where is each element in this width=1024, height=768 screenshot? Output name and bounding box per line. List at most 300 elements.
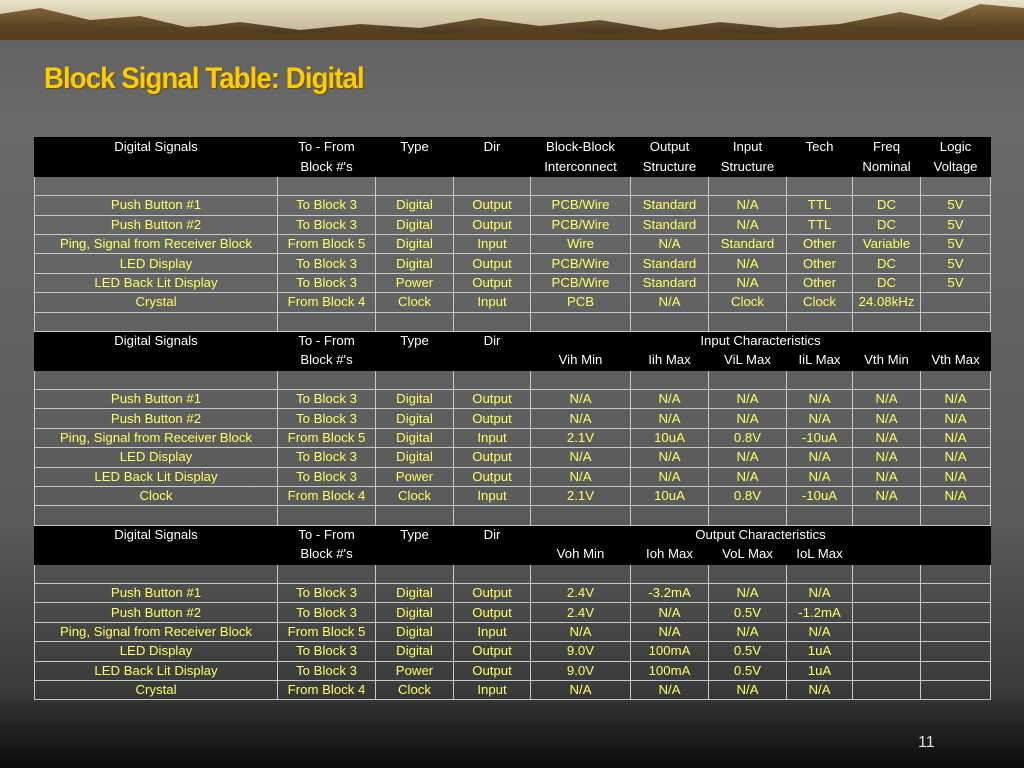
empty-cell [278, 312, 376, 331]
table-cell: DC [853, 273, 921, 292]
empty-cell [853, 312, 921, 331]
table-cell: Clock [376, 487, 454, 506]
empty-cell [454, 506, 531, 525]
table-row [35, 196, 991, 215]
empty-cell [376, 312, 454, 331]
table-cell: N/A [787, 622, 853, 641]
table-cell: Push Button #1 [35, 583, 278, 602]
column-header: Output [631, 138, 709, 157]
empty-cell [709, 176, 787, 195]
empty-cell [631, 312, 709, 331]
empty-cell [278, 176, 376, 195]
table-cell: Standard [631, 215, 709, 234]
header-row [35, 331, 991, 350]
table-cell: Push Button #2 [35, 409, 278, 428]
table-cell: LED Display [35, 448, 278, 467]
table-cell: N/A [709, 680, 787, 699]
table-cell: 9.0V [531, 642, 631, 661]
column-header [921, 545, 991, 564]
table-cell: Digital [376, 622, 454, 641]
table-cell: Clock [35, 487, 278, 506]
column-header [376, 545, 454, 564]
column-header: Freq [853, 138, 921, 157]
column-header: To - From [278, 138, 376, 157]
table-cell: 2.1V [531, 487, 631, 506]
spacer-row [35, 176, 991, 195]
table-cell: N/A [709, 273, 787, 292]
table-cell [853, 680, 921, 699]
table-cell: Other [787, 234, 853, 253]
table-cell: N/A [921, 409, 991, 428]
table-cell: -10uA [787, 428, 853, 447]
table-cell: Ping, Signal from Receiver Block [35, 622, 278, 641]
empty-cell [787, 370, 853, 389]
table-cell: From Block 4 [278, 680, 376, 699]
table-cell: Output [454, 254, 531, 273]
table-cell: Digital [376, 390, 454, 409]
table-cell: N/A [853, 390, 921, 409]
table-cell: N/A [787, 583, 853, 602]
spacer-row [35, 506, 991, 525]
table-cell: N/A [853, 448, 921, 467]
table-cell: Output [454, 467, 531, 486]
column-header: Vth Min [853, 351, 921, 370]
empty-cell [787, 176, 853, 195]
table-cell: To Block 3 [278, 661, 376, 680]
table-cell: Input [454, 293, 531, 312]
slide-title: Block Signal Table: Digital [44, 62, 364, 95]
column-header: ViL Max [709, 351, 787, 370]
table-cell: N/A [531, 390, 631, 409]
table-cell: N/A [531, 467, 631, 486]
table-cell: LED Display [35, 642, 278, 661]
table-cell: N/A [631, 467, 709, 486]
empty-cell [376, 564, 454, 583]
table-row [35, 273, 991, 292]
table-cell: LED Display [35, 254, 278, 273]
column-header: Vih Min [531, 351, 631, 370]
table-cell: DC [853, 196, 921, 215]
table-cell: N/A [853, 487, 921, 506]
table-cell [853, 642, 921, 661]
empty-cell [631, 564, 709, 583]
table-cell: N/A [631, 293, 709, 312]
table-cell: Input [454, 428, 531, 447]
table-cell: -10uA [787, 487, 853, 506]
column-header: Digital Signals [35, 138, 278, 157]
table-cell: 5V [921, 273, 991, 292]
column-header [454, 157, 531, 176]
column-header: Structure [631, 157, 709, 176]
table-cell: N/A [631, 603, 709, 622]
table-cell: N/A [631, 234, 709, 253]
column-header: Vth Max [921, 351, 991, 370]
table-cell: To Block 3 [278, 254, 376, 273]
table-row [35, 622, 991, 641]
table-cell: N/A [921, 390, 991, 409]
table-cell: Output [454, 273, 531, 292]
table-cell: To Block 3 [278, 215, 376, 234]
table-row [35, 254, 991, 273]
column-header: Voltage [921, 157, 991, 176]
column-header: Dir [454, 331, 531, 350]
table-cell: 1uA [787, 642, 853, 661]
table-cell: N/A [631, 390, 709, 409]
table-cell [921, 583, 991, 602]
table-cell [853, 622, 921, 641]
empty-cell [709, 370, 787, 389]
table-cell: Clock [376, 293, 454, 312]
column-header [35, 157, 278, 176]
table-cell: N/A [853, 428, 921, 447]
table-cell: Output [454, 583, 531, 602]
table-cell: Input [454, 234, 531, 253]
table-cell: Output [454, 390, 531, 409]
column-header [35, 351, 278, 370]
table-cell: 2.4V [531, 603, 631, 622]
column-header [454, 351, 531, 370]
table-cell: N/A [709, 390, 787, 409]
table-cell: Crystal [35, 680, 278, 699]
table-cell: Clock [709, 293, 787, 312]
table-cell: Push Button #2 [35, 603, 278, 622]
column-header: Type [376, 525, 454, 544]
column-header: Ioh Max [631, 545, 709, 564]
empty-cell [454, 176, 531, 195]
table-cell: 10uA [631, 487, 709, 506]
empty-cell [709, 506, 787, 525]
table-cell: N/A [709, 583, 787, 602]
table-cell: N/A [853, 409, 921, 428]
table-cell: Variable [853, 234, 921, 253]
column-header: Tech [787, 138, 853, 157]
table-cell: Input [454, 680, 531, 699]
table-cell: PCB/Wire [531, 196, 631, 215]
table-cell: 10uA [631, 428, 709, 447]
table-cell: 24.08kHz [853, 293, 921, 312]
table-row [35, 642, 991, 661]
table-cell: Digital [376, 642, 454, 661]
column-header: Dir [454, 138, 531, 157]
table-cell: PCB/Wire [531, 215, 631, 234]
table-row [35, 234, 991, 253]
column-header: Block #'s [278, 157, 376, 176]
table-cell: Power [376, 661, 454, 680]
empty-cell [631, 176, 709, 195]
table-cell: 2.4V [531, 583, 631, 602]
column-header [787, 157, 853, 176]
table-cell: Standard [631, 254, 709, 273]
column-header: Block #'s [278, 545, 376, 564]
table-cell: Output [454, 409, 531, 428]
table-cell: Standard [631, 196, 709, 215]
table-cell: TTL [787, 196, 853, 215]
table-cell: Output [454, 215, 531, 234]
table-cell [921, 622, 991, 641]
empty-cell [787, 564, 853, 583]
empty-cell [787, 312, 853, 331]
table-cell: Input [454, 622, 531, 641]
table-cell: Standard [709, 234, 787, 253]
column-header: Dir [454, 525, 531, 544]
empty-cell [278, 506, 376, 525]
table-cell: N/A [921, 428, 991, 447]
table-cell: N/A [921, 467, 991, 486]
column-header: Type [376, 331, 454, 350]
column-header: Interconnect [531, 157, 631, 176]
table-cell: LED Back Lit Display [35, 661, 278, 680]
column-header: Iih Max [631, 351, 709, 370]
empty-cell [376, 506, 454, 525]
header-row [35, 351, 991, 370]
empty-cell [454, 312, 531, 331]
empty-cell [278, 564, 376, 583]
column-header [376, 351, 454, 370]
table-cell: From Block 5 [278, 428, 376, 447]
empty-cell [35, 564, 278, 583]
table-cell: N/A [631, 409, 709, 428]
table-cell: 0.5V [709, 661, 787, 680]
table-cell: To Block 3 [278, 642, 376, 661]
table-cell: -3.2mA [631, 583, 709, 602]
table-cell: N/A [787, 390, 853, 409]
table-cell: N/A [709, 622, 787, 641]
table-cell: 2.1V [531, 428, 631, 447]
column-header: Nominal [853, 157, 921, 176]
empty-cell [35, 312, 278, 331]
column-header: Type [376, 138, 454, 157]
header-row [35, 138, 991, 157]
header-row [35, 545, 991, 564]
header-row [35, 157, 991, 176]
page-number: 11 [918, 734, 935, 751]
empty-cell [787, 506, 853, 525]
table-cell: 0.5V [709, 642, 787, 661]
table-cell [853, 583, 921, 602]
header-row [35, 525, 991, 544]
table-row [35, 448, 991, 467]
table-row [35, 409, 991, 428]
table-cell: 0.8V [709, 428, 787, 447]
table-row [35, 428, 991, 447]
column-header: Digital Signals [35, 525, 278, 544]
column-header: Block-Block [531, 138, 631, 157]
table-cell [921, 661, 991, 680]
column-header: VoL Max [709, 545, 787, 564]
table-cell: Output [454, 448, 531, 467]
empty-cell [853, 506, 921, 525]
table-cell: Digital [376, 448, 454, 467]
table-cell: LED Back Lit Display [35, 273, 278, 292]
table-cell: 5V [921, 196, 991, 215]
signal-table [34, 137, 991, 700]
table-cell: Other [787, 273, 853, 292]
empty-cell [454, 370, 531, 389]
table-cell: N/A [709, 254, 787, 273]
column-header: IoL Max [787, 545, 853, 564]
table-cell: LED Back Lit Display [35, 467, 278, 486]
table-row [35, 680, 991, 699]
table-cell: N/A [631, 680, 709, 699]
spacer-row [35, 564, 991, 583]
table-cell: From Block 4 [278, 293, 376, 312]
table-cell: 100mA [631, 661, 709, 680]
empty-cell [531, 370, 631, 389]
table-cell: PCB [531, 293, 631, 312]
empty-cell [631, 370, 709, 389]
table-row [35, 603, 991, 622]
table-cell: N/A [787, 448, 853, 467]
table-cell: Output [454, 642, 531, 661]
spacer-row [35, 312, 991, 331]
column-header: Input [709, 138, 787, 157]
column-header: To - From [278, 331, 376, 350]
table-cell: Push Button #2 [35, 215, 278, 234]
table-cell: N/A [787, 409, 853, 428]
column-header: Digital Signals [35, 331, 278, 350]
empty-cell [853, 564, 921, 583]
column-header: Voh Min [531, 545, 631, 564]
table-cell: Push Button #1 [35, 196, 278, 215]
table-cell: Digital [376, 254, 454, 273]
empty-cell [921, 312, 991, 331]
empty-cell [35, 176, 278, 195]
table-cell: N/A [921, 487, 991, 506]
table-cell: N/A [531, 448, 631, 467]
table-cell: To Block 3 [278, 390, 376, 409]
signal-table-body [35, 138, 991, 700]
table-cell: To Block 3 [278, 448, 376, 467]
table-cell [921, 293, 991, 312]
table-cell: 5V [921, 234, 991, 253]
table-cell: Digital [376, 428, 454, 447]
table-row [35, 293, 991, 312]
table-row [35, 390, 991, 409]
empty-cell [376, 370, 454, 389]
column-header: To - From [278, 525, 376, 544]
table-cell: Digital [376, 409, 454, 428]
table-cell: N/A [853, 467, 921, 486]
table-cell: 5V [921, 215, 991, 234]
table-cell: N/A [709, 196, 787, 215]
table-cell [921, 603, 991, 622]
table-cell [853, 603, 921, 622]
table-cell: Digital [376, 196, 454, 215]
table-cell: Ping, Signal from Receiver Block [35, 234, 278, 253]
table-cell: N/A [709, 467, 787, 486]
table-cell: From Block 5 [278, 234, 376, 253]
table-cell: Ping, Signal from Receiver Block [35, 428, 278, 447]
table-cell: To Block 3 [278, 583, 376, 602]
empty-cell [531, 312, 631, 331]
table-cell: Digital [376, 215, 454, 234]
table-cell: 9.0V [531, 661, 631, 680]
table-cell: 100mA [631, 642, 709, 661]
table-cell: Wire [531, 234, 631, 253]
table-row [35, 583, 991, 602]
table-cell: N/A [531, 409, 631, 428]
empty-cell [278, 370, 376, 389]
empty-cell [853, 370, 921, 389]
table-cell: Digital [376, 603, 454, 622]
empty-cell [853, 176, 921, 195]
empty-cell [531, 176, 631, 195]
table-cell: PCB/Wire [531, 254, 631, 273]
column-header: Structure [709, 157, 787, 176]
table-cell: Clock [787, 293, 853, 312]
empty-cell [35, 370, 278, 389]
empty-cell [35, 506, 278, 525]
table-cell: Standard [631, 273, 709, 292]
table-cell: To Block 3 [278, 196, 376, 215]
landscape-banner [0, 0, 1024, 40]
table-cell: 5V [921, 254, 991, 273]
table-cell: To Block 3 [278, 603, 376, 622]
column-header [853, 545, 921, 564]
table-cell: N/A [709, 448, 787, 467]
table-cell [921, 680, 991, 699]
table-cell: From Block 4 [278, 487, 376, 506]
empty-cell [531, 564, 631, 583]
table-cell: Input [454, 487, 531, 506]
table-row [35, 215, 991, 234]
table-cell: Digital [376, 234, 454, 253]
empty-cell [631, 506, 709, 525]
table-row [35, 467, 991, 486]
table-cell: Crystal [35, 293, 278, 312]
column-header: Block #'s [278, 351, 376, 370]
table-cell: Output [454, 661, 531, 680]
table-cell: N/A [631, 448, 709, 467]
table-cell: 0.5V [709, 603, 787, 622]
table-cell: N/A [709, 409, 787, 428]
table-cell: Other [787, 254, 853, 273]
table-cell [853, 661, 921, 680]
empty-cell [709, 564, 787, 583]
table-cell: N/A [787, 680, 853, 699]
column-header: Input Characteristics [531, 331, 991, 350]
empty-cell [376, 176, 454, 195]
table-cell: 0.8V [709, 487, 787, 506]
table-cell [921, 642, 991, 661]
table-cell: Digital [376, 583, 454, 602]
table-cell: Output [454, 603, 531, 622]
empty-cell [709, 312, 787, 331]
table-cell: TTL [787, 215, 853, 234]
empty-cell [531, 506, 631, 525]
table-cell: To Block 3 [278, 467, 376, 486]
table-cell: Output [454, 196, 531, 215]
table-cell: To Block 3 [278, 273, 376, 292]
column-header [454, 545, 531, 564]
table-cell: Clock [376, 680, 454, 699]
table-cell: To Block 3 [278, 409, 376, 428]
table-cell: N/A [921, 448, 991, 467]
column-header [376, 157, 454, 176]
empty-cell [454, 564, 531, 583]
column-header: Logic [921, 138, 991, 157]
table-cell: From Block 5 [278, 622, 376, 641]
table-cell: Power [376, 467, 454, 486]
table-cell: N/A [531, 622, 631, 641]
table-cell: N/A [531, 680, 631, 699]
table-cell: N/A [787, 467, 853, 486]
empty-cell [921, 506, 991, 525]
table-cell: 1uA [787, 661, 853, 680]
spacer-row [35, 370, 991, 389]
table-cell: N/A [631, 622, 709, 641]
table-cell: DC [853, 215, 921, 234]
